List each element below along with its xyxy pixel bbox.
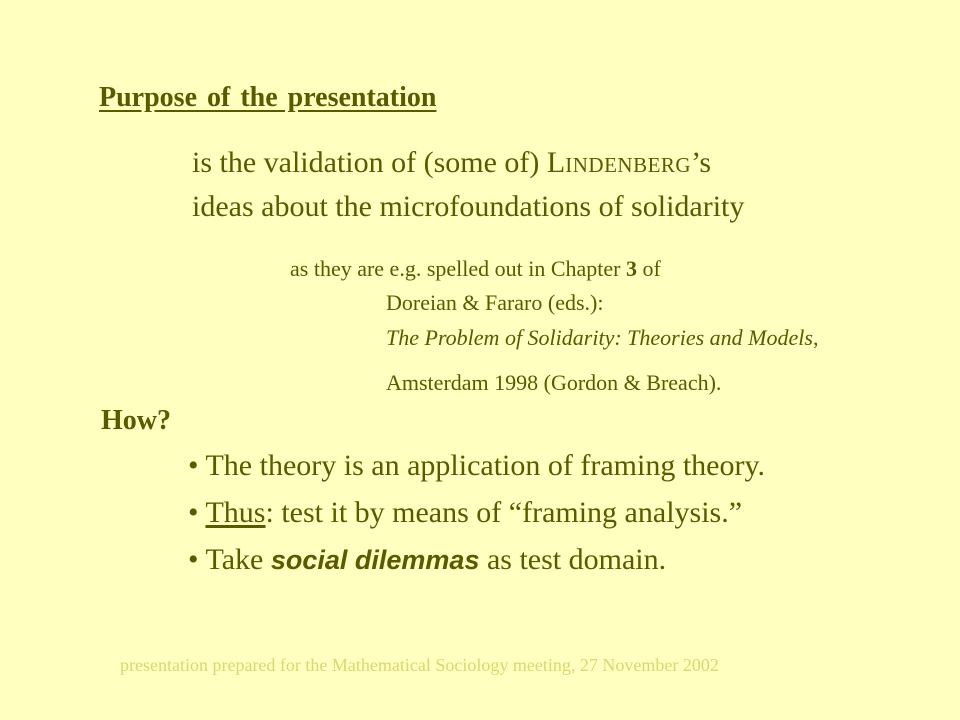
author-name-smallcaps: INDENBERG	[565, 153, 692, 177]
bullet-text: : test it by means of “framing analysis.”	[265, 496, 743, 529]
book-title-suffix: ,	[812, 325, 819, 350]
lead-line-1-post: ’s	[691, 146, 712, 179]
reference-line-3	[386, 325, 818, 351]
bullet-marker: •	[188, 449, 199, 482]
emphasis-social-dilemmas: social dilemmas	[270, 545, 480, 575]
bullet-marker: •	[188, 496, 199, 529]
bullet-item-2	[188, 496, 742, 530]
reference-line-1-pre: as they are e.g. spelled out in Chapter	[290, 256, 627, 281]
bullet-text-pre: Take	[205, 543, 271, 576]
lead-line-1	[192, 146, 711, 180]
author-name-initial: L	[546, 146, 566, 179]
how-heading: How?	[101, 405, 171, 436]
chapter-number: 3	[626, 256, 638, 281]
bullet-item-3	[188, 543, 666, 577]
bullet-marker: •	[188, 543, 199, 576]
reference-line-2: Doreian & Fararo (eds.):	[386, 290, 604, 315]
bullet-underlined-word: Thus	[205, 496, 266, 529]
bullet-text-post: as test domain.	[479, 543, 667, 576]
lead-line-2: ideas about the microfoundations of solidarity	[192, 190, 745, 223]
slide-title: Purpose of the presentation	[99, 82, 437, 113]
reference-line-1-post: of	[637, 256, 661, 281]
reference-line-1	[290, 256, 661, 282]
lead-line-1-pre: is the validation of (some of)	[192, 146, 547, 179]
footer-note: presentation prepared for the Mathematical Sociology meeting, 27 November 2002	[120, 655, 719, 675]
bullet-text: The theory is an application of framing theory.	[205, 449, 766, 482]
reference-line-4: Amsterdam 1998 (Gordon & Breach).	[386, 370, 722, 395]
book-title: The Problem of Solidarity: Theories and Models	[386, 325, 813, 350]
bullet-item-1	[188, 449, 765, 483]
